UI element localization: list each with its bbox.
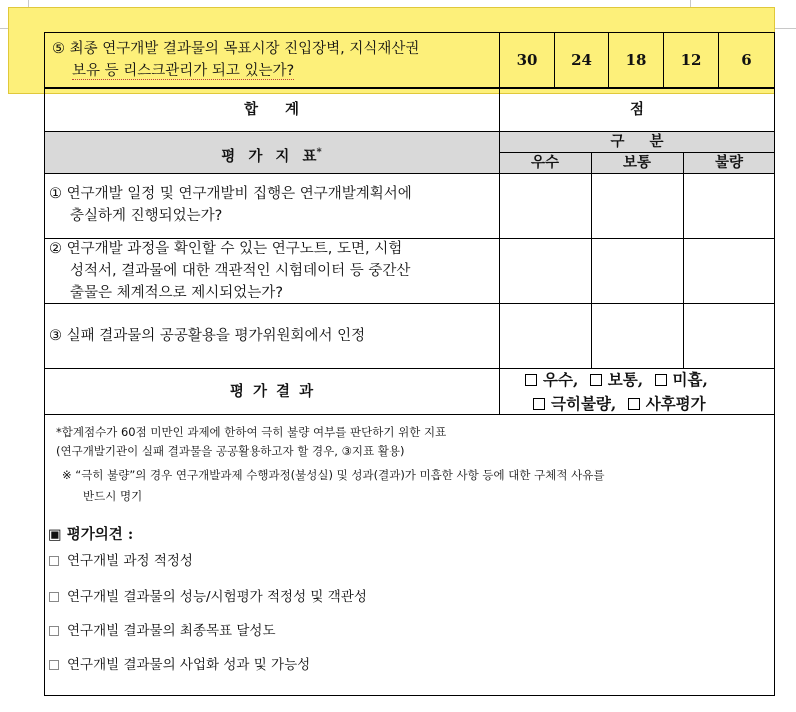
opinion-checkbox[interactable] — [49, 626, 59, 636]
score-30: 30 — [516, 51, 538, 69]
result-options-line2: 극히불량, 사후평가 — [533, 393, 706, 415]
division-header: 구 분 — [610, 133, 664, 150]
indicator-header: 평 가 지 표* — [221, 147, 322, 165]
grade-excellent: 우수 — [530, 154, 559, 171]
criterion-2-line2: 성적서, 결과물에 대한 객관적인 시험데이터 등 중간산 — [70, 263, 411, 279]
opinion-title: ▣ 평가의견 : — [48, 526, 134, 543]
criterion-5-line1: ⑤ 최종 연구개발 결과물의 목표시장 진입장벽, 지식재산권 — [52, 41, 420, 57]
note-reason-line2: 반드시 명기 — [83, 489, 143, 503]
result-label: 평 가 결 과 — [229, 383, 314, 400]
opinion-checkbox[interactable] — [49, 556, 59, 566]
checkbox-very-poor[interactable] — [533, 398, 545, 410]
criterion-2-line3: 출물은 체계적으로 제시되었는가? — [70, 285, 284, 301]
score-18: 18 — [625, 51, 647, 69]
score-24: 24 — [571, 51, 592, 69]
criterion-1-line2: 충실하게 진행되었는가? — [70, 208, 223, 224]
checkbox-normal[interactable] — [590, 374, 602, 386]
opinion-item: 연구개빌 결과물의 사업화 성과 및 가능성 — [49, 654, 310, 676]
score-6: 6 — [741, 51, 752, 69]
checkbox-insufficient[interactable] — [655, 374, 667, 386]
column-divider — [591, 152, 592, 368]
criterion-5-line2: 보유 등 리스크관리가 되고 있는가? — [72, 63, 295, 79]
result-options-line1: 우수, 보통, 미흡, — [525, 369, 708, 391]
criterion-2-line1: ② 연구개발 과정을 확인할 수 있는 연구노트, 도면, 시험 — [49, 241, 403, 257]
opinion-item: 연구개빌 결과물의 성능/시험평가 적정성 및 객관성 — [49, 586, 367, 608]
opinion-item: 연구개빌 과정 적정성 — [49, 550, 193, 572]
total-label: 합 계 — [243, 101, 300, 118]
grade-poor: 불량 — [714, 154, 743, 171]
checkbox-post-evaluation[interactable] — [628, 398, 640, 410]
opinion-item: 연구개빌 결과물의 최종목표 달성도 — [49, 620, 276, 642]
criterion-3-line1: ③ 실패 결과물의 공공활용을 평가위원회에서 인정 — [49, 328, 366, 344]
score-12: 12 — [680, 51, 702, 69]
criterion-1-line1: ① 연구개발 일정 및 연구개발비 집행은 연구개발계획서에 — [49, 186, 412, 202]
checkbox-excellent[interactable] — [525, 374, 537, 386]
opinion-checkbox[interactable] — [49, 660, 59, 670]
note-public-use: (연구개발기관이 실패 결과물을 공공활용하고자 할 경우, ③지표 활용) — [56, 444, 405, 458]
column-divider — [683, 152, 684, 368]
note-reason-line1: ※ “극히 불량”의 경우 연구개발과제 수행과정(불성실) 및 성과(결과)가 미흡한 사항 등에 대한 구체적 사유를 — [62, 468, 605, 482]
note-threshold: *합계점수가 60점 미만인 과제에 한하여 극히 불량 여부를 판단하기 위한 지표 — [56, 425, 447, 439]
total-points-unit: 점 — [629, 101, 644, 118]
opinion-checkbox[interactable] — [49, 592, 59, 602]
grade-normal: 보통 — [622, 154, 651, 171]
